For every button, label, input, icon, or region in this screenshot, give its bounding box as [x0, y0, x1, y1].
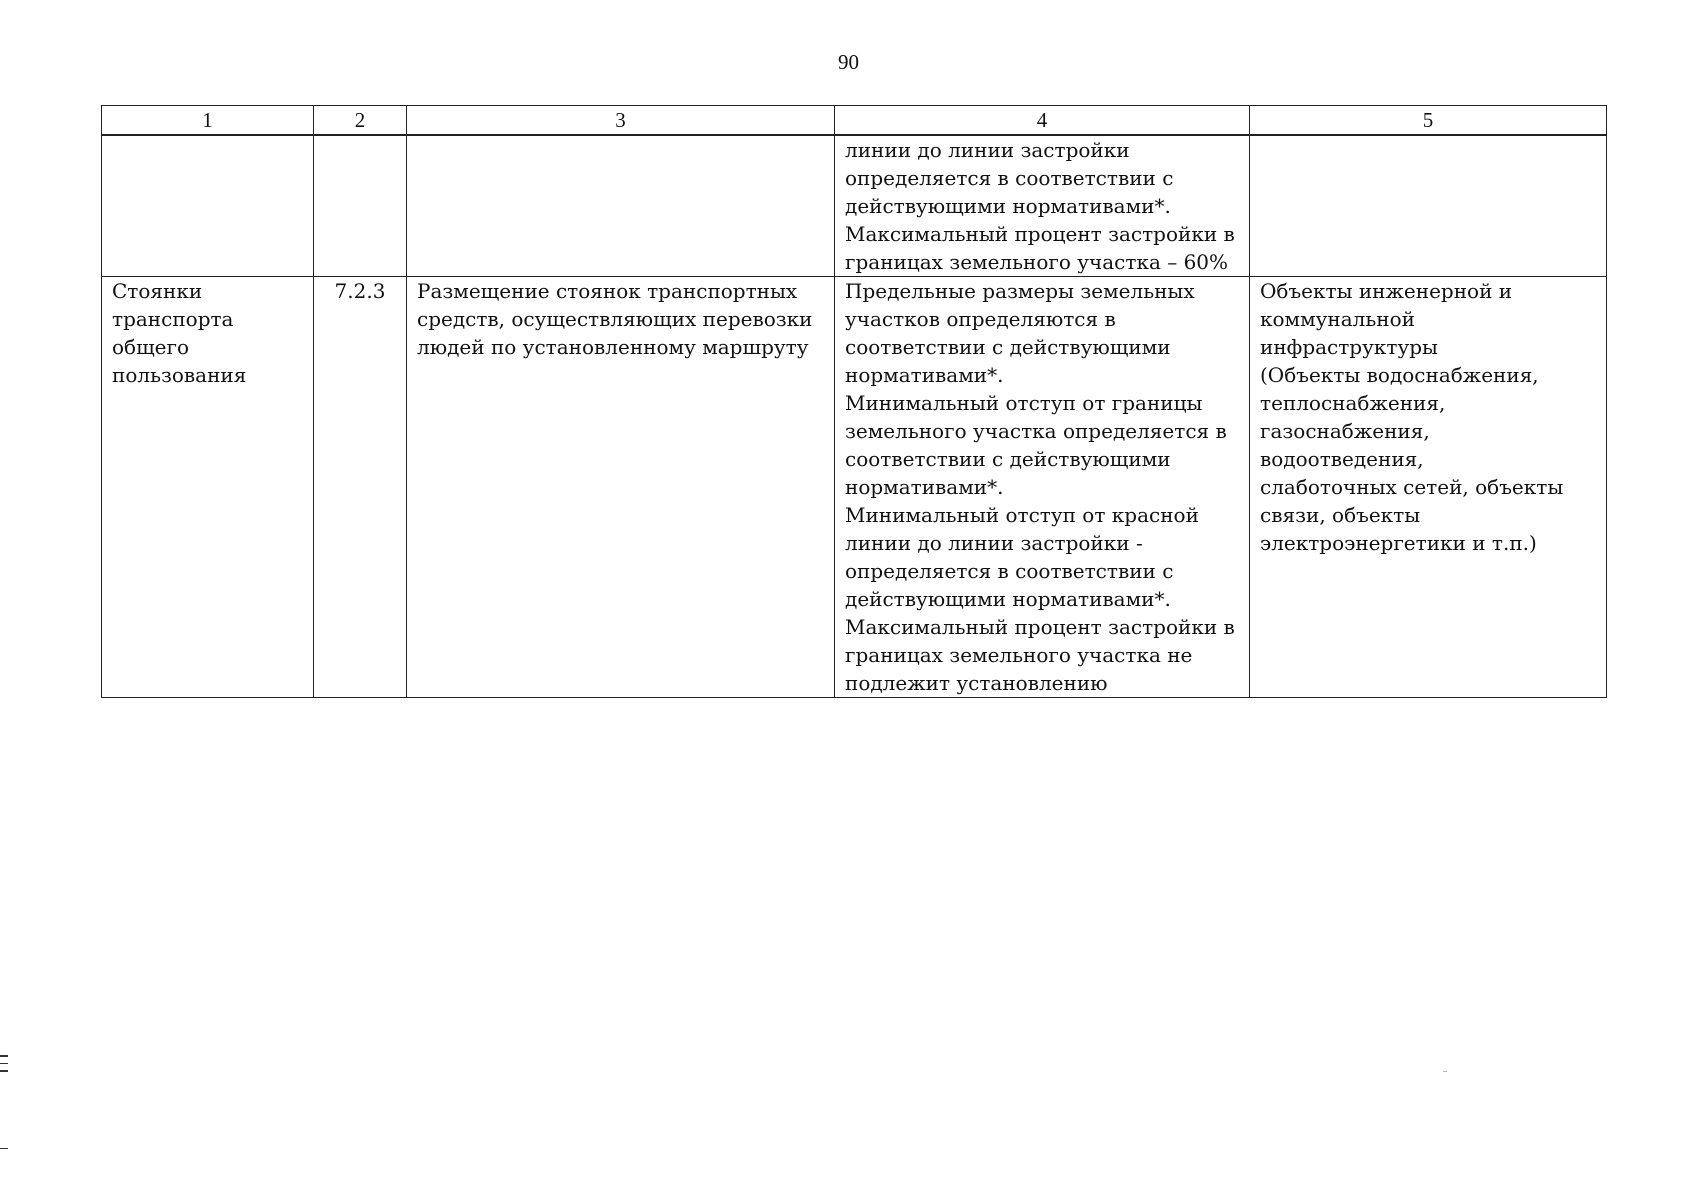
row2-description: Размещение стоянок транспортных средств, осуществляющих перевозки людей по установленному маршруту	[417, 279, 813, 359]
table-header-row	[102, 106, 1607, 136]
row2-auxiliary-cell	[1250, 277, 1607, 698]
row1-code-cell	[314, 135, 407, 277]
table-row	[102, 135, 1607, 277]
row1-use-name-cell	[102, 135, 314, 277]
column-header-3: 3	[407, 106, 835, 136]
scan-margin-marks	[0, 1055, 12, 1155]
page-number: 90	[838, 50, 859, 74]
row2-auxiliary: Объекты инженерной и коммунальной инфраструктуры (Объекты водоснабжения, теплоснабжения, газоснабжения, водоотведения, слаботочных сетей, объекты связи, объекты электроэнергетики и т.п.)	[1260, 279, 1564, 555]
margin-tick	[0, 1070, 8, 1072]
row2-parameters-cell	[835, 277, 1250, 698]
row2-use-name-cell	[102, 277, 314, 698]
row1-description-cell	[407, 135, 835, 277]
margin-tick	[0, 1063, 8, 1065]
row1-auxiliary-cell	[1250, 135, 1607, 277]
scan-speck	[1443, 1071, 1447, 1072]
row2-code-cell	[314, 277, 407, 698]
table-row	[102, 277, 1607, 698]
row2-code: 7.2.3	[334, 279, 386, 303]
margin-tick	[0, 1055, 8, 1057]
margin-tick	[0, 1148, 8, 1150]
row2-parameters: Предельные размеры земельных участков определяются в соответствии с действующими нормативами*. Минимальный отступ от границы земельного участка определяется в соответствии с действующими нормативами*. Минимальный отступ от красной линии до линии застройки - определяется в соответствии с действующими нормативами*. Максимальный процент застройки в границах земельного участка не подлежит установлению	[845, 279, 1235, 695]
land-use-table	[101, 105, 1607, 698]
row1-parameters: линии до линии застройки определяется в соответствии с действующими нормативами*. Максимальный процент застройки в границах земельного участка – 60%	[845, 138, 1235, 274]
column-header-5: 5	[1250, 106, 1607, 136]
column-header-1: 1	[102, 106, 314, 136]
column-header-4: 4	[835, 106, 1250, 136]
row1-parameters-cell	[835, 135, 1250, 277]
column-header-2: 2	[314, 106, 407, 136]
row2-description-cell	[407, 277, 835, 698]
row2-use-name: Стоянки транспорта общего пользования	[112, 279, 247, 387]
